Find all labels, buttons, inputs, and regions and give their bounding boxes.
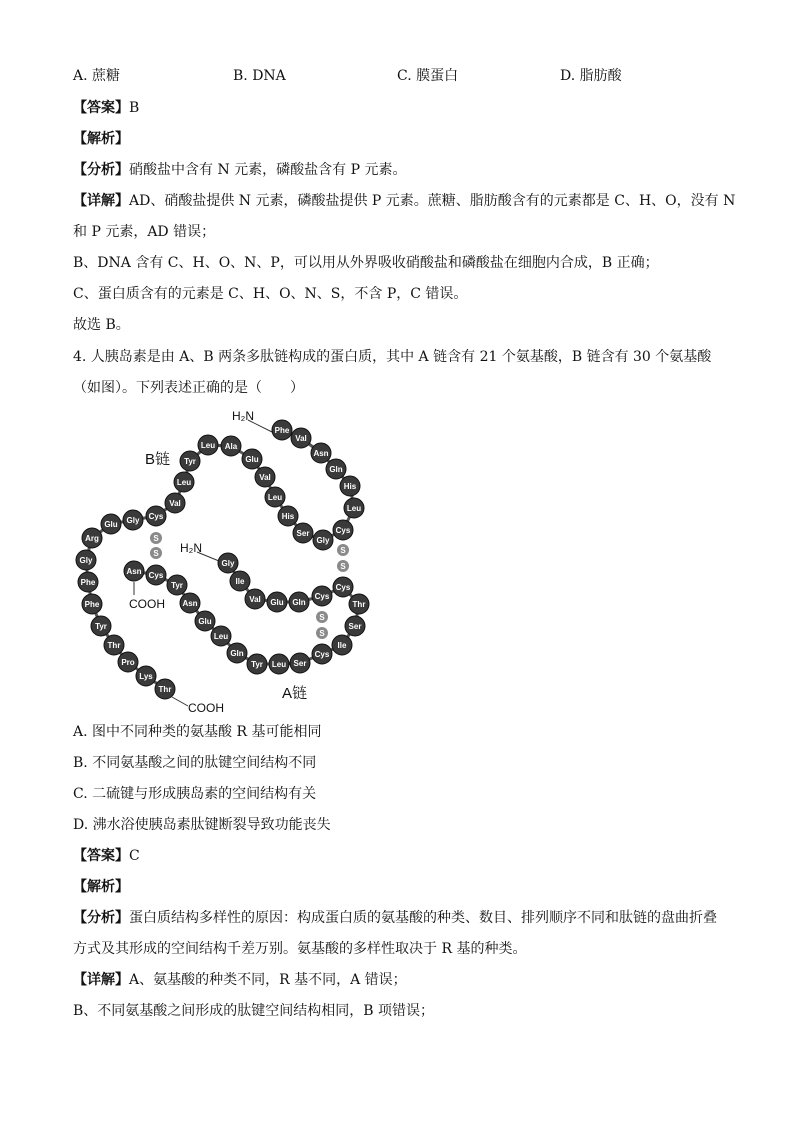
q4-stem-1: 4. 人胰岛素是由 A、B 两条多肽链构成的蛋白质，其中 A 链含有 21 个氨基酸，B 链含有 30 个氨基酸 — [73, 349, 712, 365]
q3-option-a: A. 蔗糖 — [73, 68, 121, 84]
svg-text:Cys: Cys — [314, 592, 330, 601]
a-chain-residue — [180, 593, 200, 613]
q3-fenxi: 【分析】硝酸盐中含有 N 元素，磷酸盐含有 P 元素。 — [73, 162, 407, 178]
q3-detail-3: B、DNA 含有 C、H、O、N、P，可以用从外界吸收硝酸盐和磷酸盐在细胞内合成，B 正确； — [73, 255, 659, 271]
svg-text:Gly: Gly — [316, 536, 330, 545]
svg-text:Arg: Arg — [85, 534, 99, 543]
b-chain-residue — [272, 420, 292, 440]
q4-answer: 【答案】C — [73, 848, 140, 864]
svg-text:Val: Val — [295, 434, 307, 443]
q3-option-d: D. 脂肪酸 — [560, 68, 622, 84]
svg-text:Ser: Ser — [293, 659, 307, 668]
q3-option-c: C. 膜蛋白 — [397, 68, 459, 84]
q3-detail-4: C、蛋白质含有的元素是 C、H、O、N、S，不含 P，C 错误。 — [73, 286, 468, 302]
svg-text:His: His — [281, 512, 295, 521]
svg-text:Leu: Leu — [200, 441, 216, 450]
svg-text:Ser: Ser — [348, 622, 362, 631]
b-chain-label: B链 — [145, 451, 171, 468]
svg-text:S: S — [340, 546, 346, 555]
a-chain-residue — [146, 565, 166, 585]
svg-text:Ile: Ile — [337, 641, 347, 650]
svg-text:Leu: Leu — [271, 660, 287, 669]
q3-answer: 【答案】B — [73, 100, 140, 116]
a-chain-residue — [245, 589, 265, 609]
a-chain-residue — [312, 644, 332, 664]
svg-text:S: S — [153, 549, 159, 558]
svg-text:Gly: Gly — [221, 559, 235, 568]
svg-text:Cys: Cys — [335, 526, 351, 535]
b-chain-c-terminus: COOH — [188, 701, 224, 715]
b-chain-residue — [82, 528, 102, 548]
b-chain-residue — [255, 467, 275, 487]
q4-stem-2: （如图）。下列表述正确的是（ ） — [73, 380, 304, 396]
svg-text:Gln: Gln — [292, 598, 306, 607]
b-chain-residue — [326, 459, 346, 479]
q3-conclusion: 故选 B。 — [73, 317, 130, 333]
q4-detail-1: 【详解】A、氨基酸的种类不同，R 基不同，A 错误； — [73, 972, 407, 988]
svg-text:S: S — [319, 613, 325, 622]
svg-text:Glu: Glu — [198, 617, 212, 626]
svg-text:Thr: Thr — [352, 600, 366, 609]
b-chain-n-terminus: H₂N — [232, 409, 254, 423]
a-chain-residue — [267, 592, 287, 612]
disulfide-sulfur — [150, 532, 162, 544]
b-chain-residue — [242, 449, 262, 469]
b-chain-residue — [340, 476, 360, 496]
disulfide-sulfur — [337, 560, 349, 572]
a-chain-residue — [289, 592, 309, 612]
b-chain-residue — [123, 510, 143, 530]
q4-option-d: D. 沸水浴使胰岛素肽键断裂导致功能丧失 — [73, 817, 331, 833]
a-chain-n-terminus: H₂N — [180, 541, 202, 555]
svg-text:Glu: Glu — [245, 455, 259, 464]
svg-text:Leu: Leu — [267, 493, 283, 502]
q4-detail-2: B、不同氨基酸之间形成的肽键空间结构相同，B 项错误； — [73, 1003, 435, 1019]
b-chain-residue — [104, 635, 124, 655]
b-chain-residue — [101, 514, 121, 534]
svg-text:Phe: Phe — [80, 578, 96, 587]
svg-text:Ile: Ile — [235, 577, 245, 586]
b-chain-residue — [165, 493, 185, 513]
svg-text:Asn: Asn — [313, 449, 329, 458]
svg-text:Cys: Cys — [335, 583, 351, 592]
b-chain-residue — [311, 443, 331, 463]
a-chain-residue — [211, 626, 231, 646]
q4-analysis-tag: 【解析】 — [73, 879, 129, 895]
a-chain-residue — [349, 594, 369, 614]
svg-text:Gln: Gln — [329, 465, 343, 474]
q4-fenxi-2: 方式及其形成的空间结构千差万别。氨基酸的多样性取决于 R 基的种类。 — [73, 941, 527, 957]
svg-text:Tyr: Tyr — [184, 457, 196, 466]
cooh-connector — [172, 697, 188, 706]
b-chain-residue — [78, 572, 98, 592]
b-chain-residue — [146, 506, 166, 526]
disulfide-sulfur — [316, 611, 328, 623]
a-chain-residue — [333, 577, 353, 597]
svg-text:Cys: Cys — [148, 571, 164, 580]
b-chain-residue — [265, 487, 285, 507]
svg-text:Val: Val — [249, 595, 261, 604]
svg-text:Leu: Leu — [176, 478, 192, 487]
a-chain-residue — [332, 635, 352, 655]
a-chain-residue — [345, 616, 365, 636]
svg-text:Cys: Cys — [148, 512, 164, 521]
disulfide-sulfur — [150, 547, 162, 559]
a-chain-residue — [124, 561, 144, 581]
svg-text:Leu: Leu — [346, 504, 362, 513]
q3-detail-2: 和 P 元素，AD 错误； — [73, 224, 216, 240]
q3-detail-1: 【详解】AD、硝酸盐提供 N 元素，磷酸盐提供 P 元素。蔗糖、脂肪酸含有的元素都是 C、H、O，没有 N — [73, 193, 736, 209]
svg-text:Tyr: Tyr — [251, 660, 263, 669]
svg-text:Val: Val — [259, 473, 271, 482]
svg-text:Gln: Gln — [230, 649, 244, 658]
q3-analysis-tag: 【解析】 — [73, 131, 129, 147]
q3-option-b: B. DNA — [233, 68, 286, 84]
b-chain-residue — [180, 451, 200, 471]
svg-text:Leu: Leu — [213, 632, 229, 641]
svg-text:Ala: Ala — [224, 442, 238, 451]
a-chain-residue — [218, 553, 238, 573]
svg-text:Tyr: Tyr — [95, 622, 107, 631]
q4-option-c: C. 二硫键与形成胰岛素的空间结构有关 — [73, 786, 317, 802]
a-chain-label: A链 — [282, 685, 308, 702]
b-chain-residue — [76, 550, 96, 570]
svg-text:Ser: Ser — [296, 529, 310, 538]
svg-text:Asn: Asn — [126, 567, 142, 576]
a-chain-residue — [227, 643, 247, 663]
svg-text:Glu: Glu — [104, 520, 118, 529]
svg-text:Thr: Thr — [107, 641, 121, 650]
svg-text:S: S — [153, 534, 159, 543]
svg-text:Gly: Gly — [79, 556, 93, 565]
disulfide-sulfur — [316, 627, 328, 639]
svg-text:Gly: Gly — [126, 516, 140, 525]
b-chain-residue — [91, 616, 111, 636]
svg-text:Asn: Asn — [182, 599, 198, 608]
b-chain-residue — [344, 498, 364, 518]
q4-option-a: A. 图中不同种类的氨基酸 R 基可能相同 — [73, 724, 322, 740]
b-chain-residue — [118, 652, 138, 672]
svg-text:S: S — [340, 562, 346, 571]
svg-text:Thr: Thr — [158, 685, 172, 694]
a-chain-residue — [269, 654, 289, 674]
a-chain-residue — [312, 586, 332, 606]
b-chain-residue — [155, 679, 175, 699]
q4-fenxi-1: 【分析】蛋白质结构多样性的原因：构成蛋白质的氨基酸的种类、数目、排列顺序不同和肽链的盘曲折叠 — [73, 910, 717, 926]
svg-text:Val: Val — [169, 499, 181, 508]
svg-text:Cys: Cys — [314, 650, 330, 659]
b-chain-residue — [293, 523, 313, 543]
svg-text:Phe: Phe — [274, 426, 290, 435]
b-chain-residue — [291, 428, 311, 448]
a-chain-residue — [247, 654, 267, 674]
b-chain-residue — [82, 594, 102, 614]
b-chain-residue — [333, 520, 353, 540]
b-chain-residue — [198, 435, 218, 455]
svg-text:Lys: Lys — [139, 672, 153, 681]
disulfide-sulfur — [337, 544, 349, 556]
svg-text:Phe: Phe — [84, 600, 100, 609]
svg-text:S: S — [319, 629, 325, 638]
b-chain-residue — [278, 506, 298, 526]
b-chain-residue — [174, 472, 194, 492]
a-chain-residue — [230, 571, 250, 591]
svg-text:Tyr: Tyr — [171, 581, 183, 590]
svg-text:His: His — [343, 482, 357, 491]
a-chain-residue — [167, 575, 187, 595]
b-chain-residue — [313, 530, 333, 550]
svg-text:Pro: Pro — [121, 658, 135, 667]
a-chain-residue — [195, 611, 215, 631]
q4-option-b: B. 不同氨基酸之间的肽键空间结构不同 — [73, 755, 317, 771]
a-chain-c-terminus: COOH — [129, 597, 165, 611]
b-chain-residue — [136, 666, 156, 686]
svg-text:Glu: Glu — [270, 598, 284, 607]
a-chain-residue — [290, 653, 310, 673]
b-chain-residue — [221, 436, 241, 456]
